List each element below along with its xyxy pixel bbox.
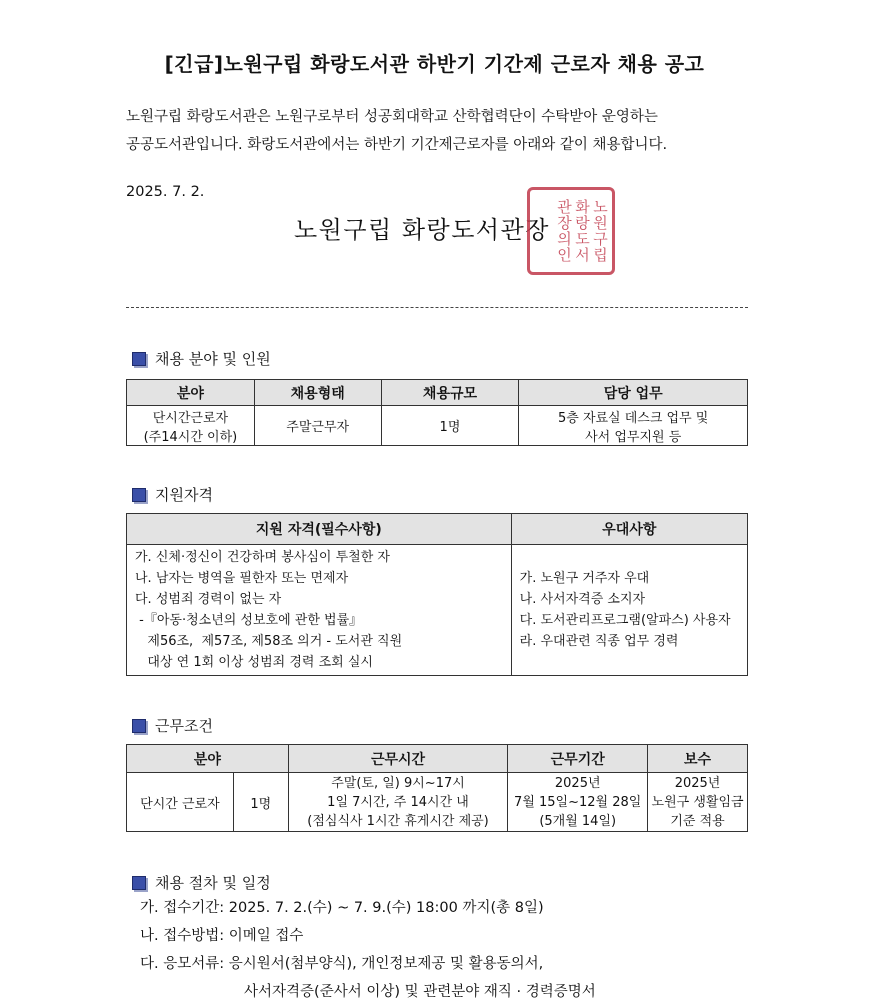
qual-required-item: 다. 성범죄 경력이 없는 자: [135, 592, 282, 607]
notice-date: 2025. 7. 2.: [126, 184, 205, 200]
cond-hours-line-1: 주말(토, 일) 9시~17시: [331, 775, 465, 791]
recruit-cell-count: 1명: [381, 406, 519, 446]
page-title: [긴급]노원구립 화랑도서관 하반기 기간제 근로자 채용 공고: [164, 52, 705, 76]
qual-header-preferred: 우대사항: [511, 514, 747, 545]
section-procedure-label: 채용 절차 및 일정: [155, 874, 271, 892]
qual-preferred-cell: [511, 545, 747, 676]
cond-pay-line-3: 기준 적용: [670, 813, 725, 829]
square-bullet-icon: [132, 876, 146, 890]
cond-header-pay: 보수: [648, 745, 748, 773]
cond-cell-hours: [288, 773, 508, 832]
qualification-table: [126, 513, 748, 676]
procedure-item-documents: 다. 응모서류: 응시원서(첨부양식), 개인정보제공 및 활용동의서,: [140, 956, 544, 972]
cond-header-field: 분야: [127, 745, 289, 773]
section-conditions-label: 근무조건: [155, 717, 213, 735]
procedure-list: [140, 894, 596, 1006]
cond-header-hours: 근무시간: [288, 745, 508, 773]
section-recruit-label: 채용 분야 및 인원: [155, 350, 271, 368]
recruit-table: [126, 379, 748, 446]
cond-cell-pay: [648, 773, 748, 832]
intro-line-2: 공공도서관입니다. 화랑도서관에서는 하반기 기간제근로자를 아래와 같이 채용합니다.: [126, 137, 668, 153]
section-procedure-heading: [132, 872, 271, 893]
cond-pay-line-2: 노원구 생활임금: [651, 794, 744, 810]
recruit-cell-field: [127, 406, 255, 446]
square-bullet-icon: [132, 719, 146, 733]
cond-cell-period: [508, 773, 648, 832]
cond-cell-count: 1명: [233, 773, 288, 832]
recruit-header-field: 분야: [127, 380, 255, 406]
qual-preferred-item: 라. 우대관련 직종 업무 경력: [519, 634, 679, 649]
cond-hours-line-2: 1일 7시간, 주 14시간 내: [327, 794, 469, 810]
cond-period-line-2: 7월 15일~12월 28일: [514, 794, 642, 810]
intro-line-1: 노원구립 화랑도서관은 노원구로부터 성공회대학교 산학협력단이 수탁받아 운영하는: [126, 109, 658, 125]
section-qualification-heading: [132, 484, 213, 505]
official-seal: 노원구립화랑도서관장의인: [527, 187, 615, 275]
cond-cell-field: 단시간 근로자: [127, 773, 234, 832]
qual-required-item: -『아동·청소년의 성보호에 관한 법률』: [135, 613, 363, 628]
square-bullet-icon: [132, 352, 146, 366]
conditions-table: [126, 744, 748, 832]
section-conditions-heading: [132, 715, 213, 736]
intro-paragraph: [126, 103, 746, 159]
recruit-duty-line-2: 사서 업무지원 등: [585, 429, 682, 445]
qual-required-item: 제56조, 제57조, 제58조 의거 - 도서관 직원: [135, 634, 403, 649]
qual-preferred-item: 가. 노원구 거주자 우대: [519, 571, 650, 586]
cond-pay-line-1: 2025년: [674, 775, 721, 791]
recruit-header-duty: 담당 업무: [519, 380, 748, 406]
cond-period-line-1: 2025년: [554, 775, 601, 791]
qual-required-cell: [127, 545, 512, 676]
recruit-header-count: 채용규모: [381, 380, 519, 406]
recruit-duty-line-1: 5층 자료실 데스크 업무 및: [557, 410, 709, 426]
section-qualification-label: 지원자격: [155, 486, 213, 504]
section-recruit-heading: [132, 348, 271, 369]
recruit-field-line-2: (주14시간 이하): [143, 429, 238, 445]
procedure-item-documents-cont: 사서자격증(준사서 이상) 및 관련분야 재직 · 경력증명서: [244, 984, 596, 1000]
recruit-header-type: 채용형태: [254, 380, 381, 406]
procedure-item-period: 가. 접수기간: 2025. 7. 2.(수) ~ 7. 9.(수) 18:00 까지(총 8일): [140, 900, 544, 916]
qual-preferred-item: 다. 도서관리프로그램(알파스) 사용자: [519, 613, 731, 628]
cond-header-period: 근무기간: [508, 745, 648, 773]
signer-name: 노원구립 화랑도서관장: [294, 216, 550, 244]
procedure-item-method: 나. 접수방법: 이메일 접수: [140, 928, 304, 944]
cond-hours-line-3: (점심식사 1시간 휴게시간 제공): [307, 813, 489, 829]
qual-preferred-item: 나. 사서자격증 소지자: [519, 592, 646, 607]
qual-required-item: 가. 신체·정신이 건강하며 봉사심이 투철한 자: [135, 550, 390, 565]
cond-period-line-3: (5개월 14일): [539, 813, 617, 829]
divider: [126, 307, 748, 308]
qual-required-item: 대상 연 1회 이상 성범죄 경력 조회 실시: [135, 655, 373, 670]
recruit-cell-duty: [519, 406, 748, 446]
qual-required-item: 나. 남자는 병역을 필한자 또는 면제자: [135, 571, 349, 586]
recruit-cell-type: 주말근무자: [254, 406, 381, 446]
recruit-field-line-1: 단시간근로자: [152, 410, 229, 426]
square-bullet-icon: [132, 488, 146, 502]
qual-header-required: 지원 자격(필수사항): [127, 514, 512, 545]
